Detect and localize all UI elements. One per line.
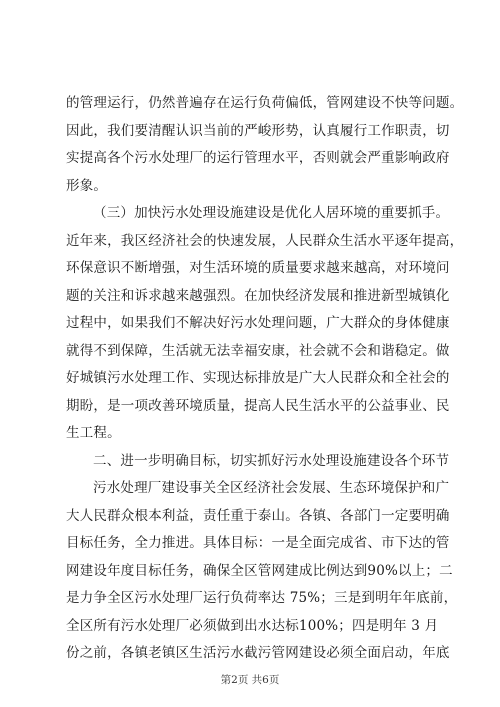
text-line: 生工程。 xyxy=(66,425,121,441)
text-line: 全区所有污水处理厂必须做到出水达标100%；四是明年 3 月 xyxy=(66,617,439,634)
paragraph-start: 污水处理厂建设事关全区经济社会发展、生态环境保护和广 xyxy=(93,480,450,496)
body-text xyxy=(66,90,464,668)
page-number-footer: 第2页 共6页 xyxy=(220,674,280,686)
text-line: 份之前，各镇老镇区生活污水截污管网建设必须全面启动，年底 xyxy=(66,645,450,661)
text-line: 期盼，是一项改善环境质量，提高人民生活水平的公益事业、民 xyxy=(66,397,450,414)
text-line: 就得不到保障，生活就无法幸福安康，社会就不会和谐稳定。做 xyxy=(66,342,450,359)
text-line: 形象。 xyxy=(66,177,108,194)
text-line: 过程中，如果我们不解决好污水处理问题，广大群众的身体健康 xyxy=(66,315,450,331)
text-line: 因此，我们要清醒认识当前的严峻形势，认真履行工作职责，切 xyxy=(66,122,450,139)
text-line: 是力争全区污水处理厂运行负荷率达 75%；三是到明年年底前， xyxy=(66,590,458,606)
section-heading-3: （三）加快污水处理设施建设是优化人居环境的重要抓手。 xyxy=(93,205,450,221)
text-line: 近年来，我区经济社会的快速发展，人民群众生活水平逐年提高， xyxy=(66,232,464,249)
text-line: 大人民群众根本利益，责任重于泰山。各镇、各部门一定要明确 xyxy=(66,507,450,524)
text-line: 好城镇污水处理工作、实现达标排放是广大人民群众和全社会的 xyxy=(66,370,450,386)
text-line: 的管理运行，仍然普遍存在运行负荷偏低，管网建设不快等问题。 xyxy=(66,95,464,111)
text-line: 目标任务，全力推进。具体目标：一是全面完成省、市下达的管 xyxy=(66,535,450,551)
section-heading-2: 二、进一步明确目标，切实抓好污水处理设施建设各个环节 xyxy=(93,452,450,469)
text-line: 实提高各个污水处理厂的运行管理水平，否则就会严重影响政府 xyxy=(66,150,450,166)
text-line: 题的关注和诉求越来越强烈。在加快经济发展和推进新型城镇化 xyxy=(66,287,450,304)
text-line: 环保意识不断增强，对生活环境的质量要求越来越高，对环境问 xyxy=(66,260,450,276)
text-line: 网建设年度目标任务，确保全区管网建成比例达到90%以上；二 xyxy=(66,562,453,579)
